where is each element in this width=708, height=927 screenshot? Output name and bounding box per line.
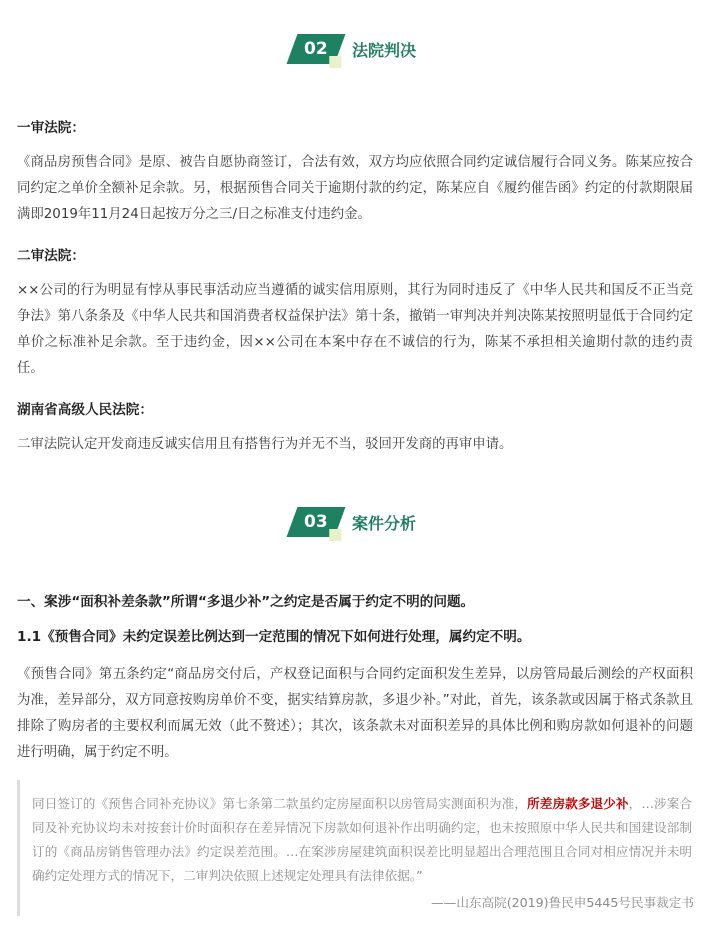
- quote-source: ——山东高院(2019)鲁民申5445号民事裁定书: [431, 895, 694, 910]
- section-header-analysis: [0, 502, 708, 542]
- quote-text-after: ，…涉案合同及补充协议均未对按套计价时面积存在差异情况下房款如何退补作出明确约定，也未按照原中华人民共和国建设部制订的《商品房销售管理办法》约定误差范围。…在案涉房屋建筑面积误差比明显超出合理范围且合同对相应情况并未明确约定处理方式的情况下，二审判决依照上述规定处理具有法律依据。”: [32, 796, 693, 883]
- section-number-badge: [287, 507, 346, 537]
- first-court-heading: 一审法院：: [17, 120, 85, 136]
- second-court-heading: 二审法院：: [17, 248, 85, 264]
- high-court-text: 二审法院认定开发商违反诚实信用且有搭售行为并无不当，驳回开发商的再审申请。: [17, 437, 513, 452]
- section-number: 02: [304, 39, 328, 59]
- analysis-heading-1: 一、案涉“面积补差条款”所谓“多退少补”之约定是否属于约定不明的问题。: [17, 594, 475, 610]
- section-title: 案件分析: [351, 513, 416, 533]
- section-number-badge: [287, 34, 346, 64]
- section-title: 法院判决: [351, 40, 416, 60]
- high-court-heading: 湖南省高级人民法院：: [17, 402, 153, 418]
- section-header-verdict: [0, 29, 708, 69]
- section-badge-wrap: [292, 34, 416, 64]
- blockquote: [17, 780, 698, 916]
- first-court-text: 《商品房预售合同》是原、被告自愿协商签订，合法有效，双方均应依照合同约定诚信履行合同义务。陈某应按合同约定之单价全额补足余款。另，根据预售合同关于逾期付款的约定，陈某应自《履约催告函》约定的付款期限届满即2019年11月24日起按万分之三/日之标准支付违约金。: [17, 155, 693, 222]
- analysis-heading-2: 1.1《预售合同》未约定误差比例达到一定范围的情况下如何进行处理，属约定不明。: [17, 629, 531, 645]
- quote-text: [32, 792, 692, 888]
- quote-text-before: 同日签订的《预售合同补充协议》第七条第二款虽约定房屋面积以房管局实测面积为准，: [32, 796, 528, 811]
- quote-highlight: 所差房款多退少补: [527, 796, 629, 811]
- section-number: 03: [304, 512, 328, 532]
- analysis-text: 《预售合同》第五条约定“商品房交付后，产权登记面积与合同约定面积发生差异，以房管局最后测绘的产权面积为准，差异部分，双方同意按购房单价不变，据实结算房款，多退少补。”对此，首先，该条款或因属于格式条款且排除了购房者的主要权利而属无效（此不赘述）；其次，该条款未对面积差异的具体比例和购房款如何退补的问题进行明确，属于约定不明。: [17, 667, 693, 760]
- section-badge-wrap: [292, 507, 416, 537]
- second-court-text: ××公司的行为明显有悖从事民事活动应当遵循的诚实信用原则，其行为同时违反了《中华人民共和国反不正当竞争法》第八条条及《中华人民共和国消费者权益保护法》第十条，撤销一审判决并判决陈某按照明显低于合同约定单价之标准补足余款。至于违约金，因××公司在本案中存在不诚信的行为，陈某不承担相关逾期付款的违约责任。: [17, 283, 693, 376]
